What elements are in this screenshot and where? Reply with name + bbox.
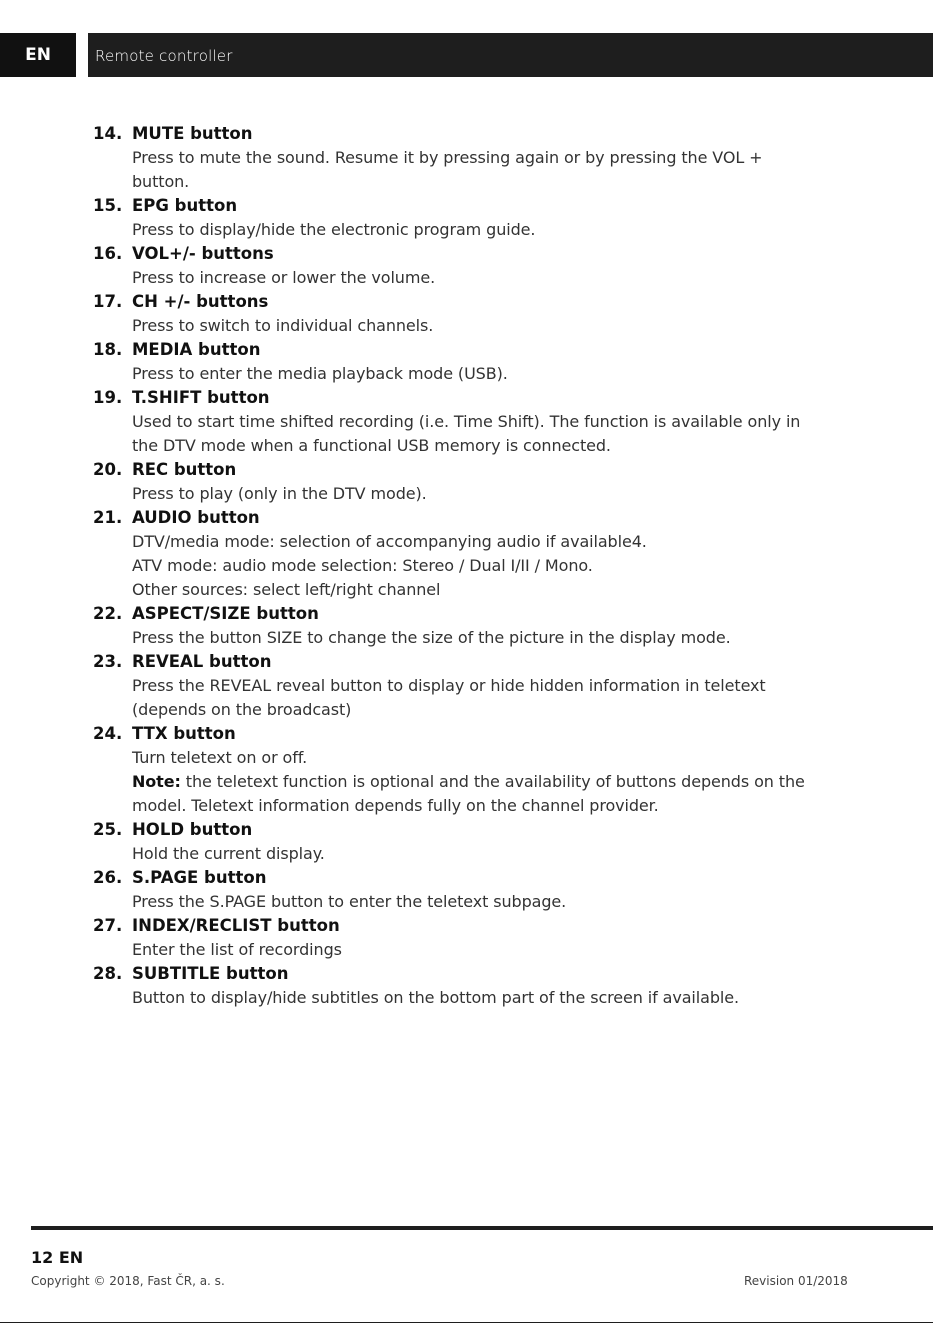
item-description: Enter the list of recordings — [132, 940, 342, 959]
item-heading — [93, 650, 853, 674]
list-item — [93, 338, 853, 386]
list-item — [93, 242, 853, 290]
item-heading — [93, 818, 853, 842]
item-number: 18. — [93, 340, 123, 359]
list-item — [93, 866, 853, 914]
bottom-divider — [0, 1322, 933, 1323]
item-title: MUTE button — [132, 124, 253, 143]
page-header — [0, 33, 933, 77]
item-number: 16. — [93, 244, 123, 263]
list-item — [93, 650, 853, 722]
item-title: HOLD button — [132, 820, 253, 839]
page-number: 12 EN — [31, 1248, 84, 1267]
list-item — [93, 722, 853, 818]
item-heading — [93, 122, 853, 146]
item-title: EPG button — [132, 196, 238, 215]
copyright-notice: Copyright © 2018, Fast ČR, a. s. — [31, 1274, 225, 1288]
item-heading — [93, 242, 853, 266]
item-title: VOL+/- buttons — [132, 244, 274, 263]
list-item — [93, 602, 853, 650]
item-number: 28. — [93, 964, 123, 983]
item-title: ASPECT/SIZE button — [132, 604, 319, 623]
item-heading — [93, 914, 853, 938]
note-line — [132, 770, 853, 794]
list-item — [93, 962, 853, 1010]
item-heading — [93, 194, 853, 218]
item-number: 23. — [93, 652, 123, 671]
item-heading — [93, 602, 853, 626]
item-heading — [93, 458, 853, 482]
item-number: 24. — [93, 724, 123, 743]
item-description: the DTV mode when a functional USB memory is connected. — [132, 436, 611, 455]
item-title: INDEX/RECLIST button — [132, 916, 340, 935]
language-badge: EN — [0, 33, 76, 77]
item-description: Press the button SIZE to change the size of the picture in the display mode. — [132, 628, 731, 647]
note-text: model. Teletext information depends fully on the channel provider. — [132, 796, 659, 815]
list-item — [93, 386, 853, 458]
item-title: REC button — [132, 460, 237, 479]
item-description: Press to switch to individual channels. — [132, 316, 434, 335]
item-heading — [93, 386, 853, 410]
item-title: CH +/- buttons — [132, 292, 269, 311]
item-heading — [93, 506, 853, 530]
item-description: Press to display/hide the electronic program guide. — [132, 220, 536, 239]
revision-label: Revision 01/2018 — [744, 1274, 848, 1288]
item-description: ATV mode: audio mode selection: Stereo / Dual I/II / Mono. — [132, 556, 593, 575]
item-description: Other sources: select left/right channel — [132, 580, 441, 599]
item-title: TTX button — [132, 724, 236, 743]
item-number: 17. — [93, 292, 123, 311]
item-description: Press to enter the media playback mode (USB). — [132, 364, 508, 383]
note-text: the teletext function is optional and the availability of buttons depends on the — [180, 772, 805, 791]
list-item — [93, 914, 853, 962]
item-description: Button to display/hide subtitles on the bottom part of the screen if available. — [132, 988, 739, 1007]
item-description: Turn teletext on or off. — [132, 748, 308, 767]
item-description: Used to start time shifted recording (i.e. Time Shift). The function is available only in — [132, 412, 801, 431]
item-description: DTV/media mode: selection of accompanying audio if available4. — [132, 532, 647, 551]
list-item — [93, 818, 853, 866]
item-description: Press the REVEAL reveal button to display or hide hidden information in teletext — [132, 676, 766, 695]
header-divider — [76, 33, 88, 77]
footer-divider — [31, 1226, 933, 1230]
item-number: 14. — [93, 124, 123, 143]
item-description: Press to increase or lower the volume. — [132, 268, 436, 287]
item-number: 26. — [93, 868, 123, 887]
item-heading — [93, 962, 853, 986]
item-title: S.PAGE button — [132, 868, 267, 887]
item-heading — [93, 722, 853, 746]
button-description-list — [93, 122, 853, 1010]
item-number: 25. — [93, 820, 123, 839]
section-title: Remote controller — [95, 47, 233, 65]
item-number: 15. — [93, 196, 123, 215]
list-item — [93, 458, 853, 506]
item-heading — [93, 290, 853, 314]
item-heading — [93, 338, 853, 362]
item-description: Press the S.PAGE button to enter the teletext subpage. — [132, 892, 567, 911]
item-description: Press to mute the sound. Resume it by pressing again or by pressing the VOL + — [132, 148, 763, 167]
item-title: MEDIA button — [132, 340, 261, 359]
item-number: 20. — [93, 460, 123, 479]
item-description: (depends on the broadcast) — [132, 700, 352, 719]
list-item — [93, 506, 853, 602]
list-item — [93, 290, 853, 338]
list-item — [93, 194, 853, 242]
list-item — [93, 122, 853, 194]
note-label: Note: — [132, 772, 181, 791]
item-title: SUBTITLE button — [132, 964, 289, 983]
item-number: 21. — [93, 508, 123, 527]
item-description: button. — [132, 172, 190, 191]
item-number: 22. — [93, 604, 123, 623]
item-description: Press to play (only in the DTV mode). — [132, 484, 427, 503]
item-number: 27. — [93, 916, 123, 935]
item-title: AUDIO button — [132, 508, 260, 527]
item-title: T.SHIFT button — [132, 388, 270, 407]
item-description: Hold the current display. — [132, 844, 325, 863]
item-heading — [93, 866, 853, 890]
item-title: REVEAL button — [132, 652, 272, 671]
item-number: 19. — [93, 388, 123, 407]
